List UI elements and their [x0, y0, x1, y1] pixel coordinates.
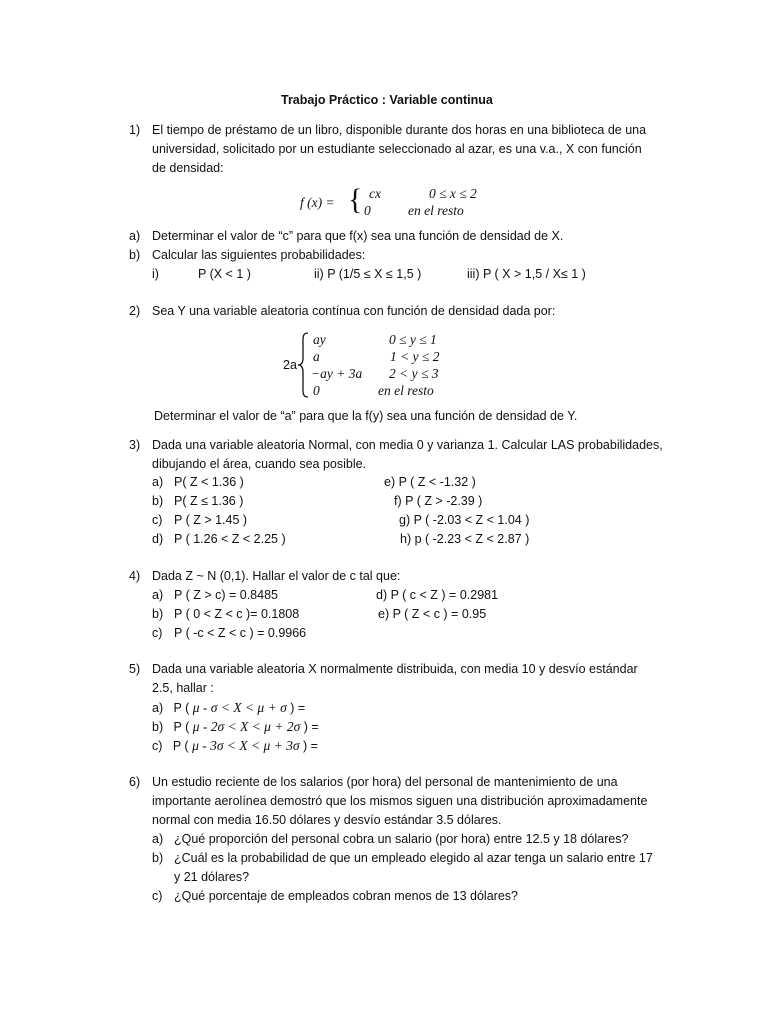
subitem-iii: iii) P ( X > 1,5 / X≤ 1 )	[467, 267, 586, 281]
item-label: a)	[152, 475, 164, 489]
problem-text-line: Dada una variable aleatoria Normal, con media 0 y varianza 1. Calcular LAS probabilidades,	[152, 438, 663, 452]
item-label: b)	[152, 607, 164, 621]
problem-number: 1)	[129, 123, 141, 137]
problem-text-line: Dada una variable aleatoria X normalmente distribuida, con media 10 y desvío estándar	[152, 662, 638, 676]
item-label: b)	[152, 720, 164, 734]
item-text: ¿Qué proporción del personal cobra un salario (por hora) entre 12.5 y 18 dólares?	[174, 832, 629, 846]
item-text-right: e) P ( Z < -1.32 )	[384, 475, 476, 489]
problem-number: 2)	[129, 304, 141, 318]
formula-prefix: 2a	[283, 358, 297, 372]
item-text-right: e) P ( Z < c ) = 0.95	[378, 607, 487, 621]
case-expression: cx	[369, 186, 381, 201]
item-prefix: P (	[173, 720, 190, 734]
problem-question: Determinar el valor de “a” para que la f(y) sea una función de densidad de Y.	[154, 409, 578, 423]
item-row	[152, 736, 318, 756]
problem-text-line: importante aerolínea demostró que los mismos siguen una distribución aproximadamente	[152, 794, 648, 808]
item-prefix: P (	[172, 739, 189, 753]
item-text-right: f) P ( Z > -2.39 )	[394, 494, 483, 508]
item-text: P( Z < 1.36 )	[174, 475, 244, 489]
problem-number: 3)	[129, 438, 141, 452]
item-row	[152, 717, 319, 737]
brace-icon	[297, 332, 309, 398]
item-suffix: ) =	[303, 739, 318, 753]
item-label: d)	[152, 532, 164, 546]
item-text: P ( Z > c) = 0.8485	[174, 588, 278, 602]
item-expression: μ - 3σ < X < μ + 3σ	[192, 738, 300, 753]
case-expression: −ay + 3a	[311, 366, 363, 381]
problem-number: 6)	[129, 775, 141, 789]
problem-text-line: 2.5, hallar :	[152, 681, 214, 695]
item-text: P ( 0 < Z < c )= 0.1808	[174, 607, 300, 621]
item-text: Determinar el valor de “c” para que f(x) sea una función de densidad de X.	[152, 229, 564, 243]
item-label: a)	[129, 229, 141, 243]
item-label: a)	[152, 701, 164, 715]
problem-text-line: Un estudio reciente de los salarios (por hora) del personal de mantenimiento de una	[152, 775, 618, 789]
item-text: P ( Z > 1.45 )	[174, 513, 248, 527]
item-suffix: ) =	[303, 720, 319, 734]
subitem-label: i)	[152, 267, 159, 281]
formula-lhs: f (x) =	[300, 195, 335, 210]
item-expression: μ - σ < X < μ + σ	[192, 700, 287, 715]
item-label: a)	[152, 588, 164, 602]
case-condition: 1 < y ≤ 2	[390, 349, 440, 364]
item-text: P ( 1.26 < Z < 2.25 )	[174, 532, 286, 546]
item-label: b)	[152, 851, 164, 865]
item-prefix: P (	[173, 701, 190, 715]
problem-number: 5)	[129, 662, 141, 676]
case-expression: 0	[313, 383, 320, 398]
problem-text-line: Dada Z ~ N (0,1). Hallar el valor de c tal que:	[152, 569, 401, 583]
item-text: Calcular las siguientes probabilidades:	[152, 248, 366, 262]
item-text-right: g) P ( -2.03 < Z < 1.04 )	[399, 513, 530, 527]
item-text-right: d) P ( c < Z ) = 0.2981	[376, 588, 499, 602]
case-condition: en el resto	[378, 383, 434, 398]
item-text-right: h) p ( -2.23 < Z < 2.87 )	[400, 532, 530, 546]
problem-text-line: Sea Y una variable aleatoria contínua con función de densidad dada por:	[152, 304, 556, 318]
case-expression: 0	[364, 203, 371, 218]
page-title: Trabajo Práctico : Variable continua	[281, 93, 493, 107]
case-expression: ay	[313, 332, 326, 347]
item-row	[152, 698, 305, 718]
item-label: c)	[152, 739, 163, 753]
item-label: c)	[152, 513, 163, 527]
item-text: y 21 dólares?	[174, 870, 250, 884]
case-condition: en el resto	[408, 203, 464, 218]
case-condition: 0 ≤ x ≤ 2	[429, 186, 477, 201]
item-expression: μ - 2σ < X < μ + 2σ	[192, 719, 301, 734]
item-label: c)	[152, 626, 163, 640]
item-text: P( Z ≤ 1.36 )	[174, 494, 244, 508]
brace-icon: {	[348, 183, 363, 216]
subitem-ii: ii) P (1/5 ≤ X ≤ 1,5 )	[314, 267, 422, 281]
item-text: ¿Cuál es la probabilidad de que un empleado elegido al azar tenga un salario entre 17	[174, 851, 653, 865]
problem-text-line: dibujando el área, cuando sea posible.	[152, 457, 367, 471]
item-label: b)	[129, 248, 141, 262]
problem-number: 4)	[129, 569, 141, 583]
subitem-i: P (X < 1 )	[198, 267, 251, 281]
item-label: a)	[152, 832, 164, 846]
problem-text-line: El tiempo de préstamo de un libro, disponible durante dos horas en una biblioteca de una	[152, 123, 647, 137]
item-label: b)	[152, 494, 164, 508]
problem-text-line: de densidad:	[152, 161, 224, 175]
item-label: c)	[152, 889, 163, 903]
item-text: ¿Qué porcentaje de empleados cobran menos de 13 dólares?	[174, 889, 518, 903]
problem-text-line: universidad, solicitado por un estudiante seleccionado al azar, es una v.a., X con función	[152, 142, 642, 156]
case-condition: 2 < y ≤ 3	[389, 366, 439, 381]
item-text: P ( -c < Z < c ) = 0.9966	[174, 626, 307, 640]
case-condition: 0 ≤ y ≤ 1	[389, 332, 437, 347]
case-expression: a	[313, 349, 320, 364]
item-suffix: ) =	[290, 701, 306, 715]
problem-text-line: normal con media 16.50 dólares y desvío estándar 3.5 dólares.	[152, 813, 502, 827]
